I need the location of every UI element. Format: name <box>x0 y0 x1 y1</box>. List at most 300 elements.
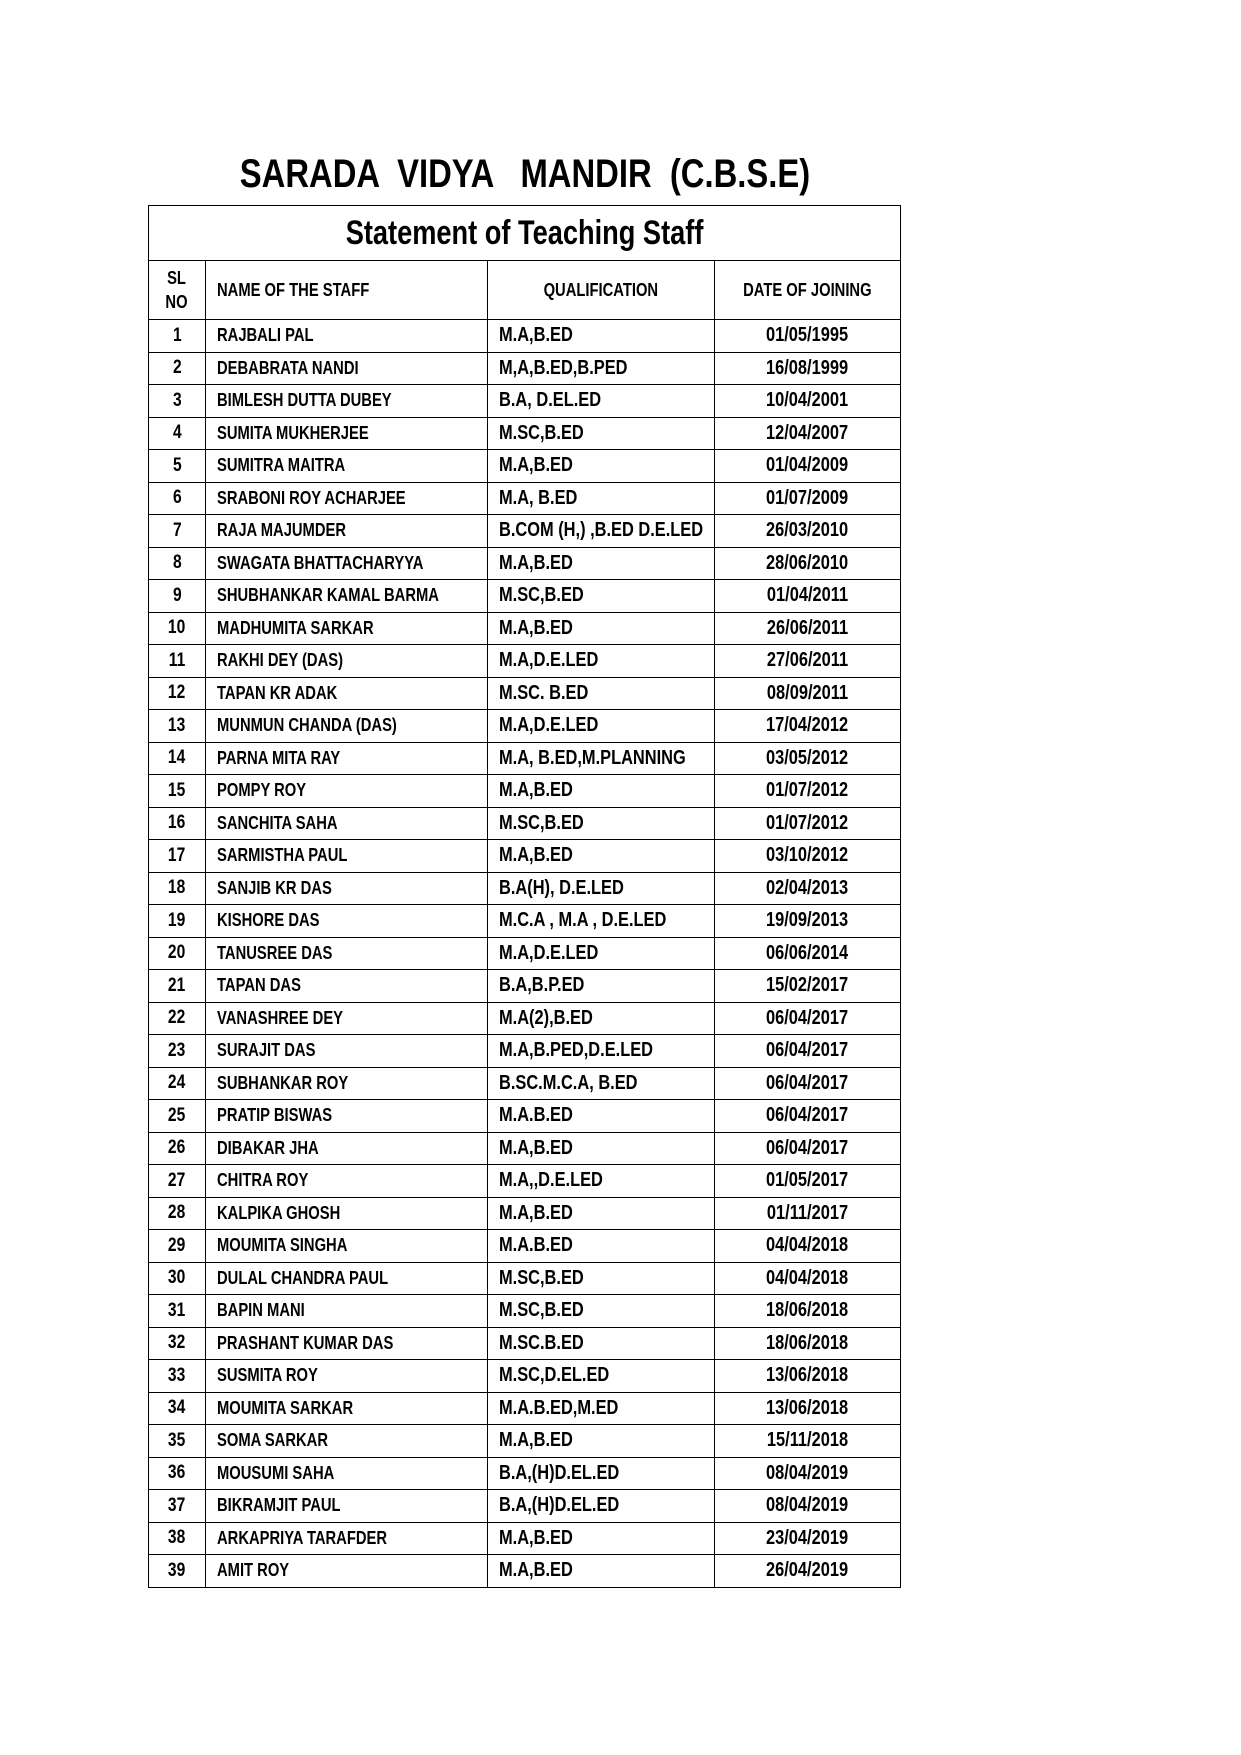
staff-name-cell-text: TANUSREE DAS <box>216 942 333 963</box>
table-row <box>149 1262 901 1295</box>
staff-name-cell <box>205 417 487 450</box>
date-of-joining-cell <box>714 515 900 548</box>
date-of-joining-cell <box>714 710 900 743</box>
table-row <box>149 970 901 1003</box>
qualification-cell-text: M.A, B.ED,M.PLANNING <box>499 746 686 769</box>
qualification-cell <box>488 385 715 418</box>
date-of-joining-cell <box>714 872 900 905</box>
date-of-joining-cell-text: 01/07/2012 <box>766 779 849 802</box>
staff-name-cell-text: MADHUMITA SARKAR <box>216 617 374 638</box>
table-row <box>149 1067 901 1100</box>
date-of-joining-cell <box>714 1067 900 1100</box>
staff-name-cell-text: BIKRAMJIT PAUL <box>216 1495 341 1516</box>
sl-cell-text: 16 <box>168 812 186 834</box>
staff-name-cell <box>205 807 487 840</box>
date-of-joining-cell-text: 06/06/2014 <box>766 941 849 964</box>
staff-name-cell-text: DULAL CHANDRA PAUL <box>216 1267 388 1288</box>
date-of-joining-cell <box>714 352 900 385</box>
sl-cell <box>149 320 206 353</box>
staff-name-cell <box>205 905 487 938</box>
date-of-joining-cell <box>714 807 900 840</box>
date-of-joining-cell <box>714 742 900 775</box>
date-of-joining-cell-text: 15/11/2018 <box>766 1429 848 1452</box>
qualification-cell <box>488 677 715 710</box>
staff-name-cell-text: MOUSUMI SAHA <box>216 1462 334 1483</box>
qualification-cell-text: M.A,B.ED <box>499 454 573 477</box>
date-of-joining-cell-text: 26/04/2019 <box>766 1559 849 1582</box>
qualification-cell-text: M.SC,B.ED <box>499 421 584 444</box>
staff-name-cell-text: SARMISTHA PAUL <box>216 845 348 866</box>
staff-name-cell-text: PRASHANT KUMAR DAS <box>216 1332 393 1353</box>
table-row <box>149 1100 901 1133</box>
staff-name-cell <box>205 1132 487 1165</box>
date-of-joining-cell-text: 01/11/2017 <box>766 1201 848 1224</box>
sl-cell-text: 32 <box>168 1332 186 1354</box>
sl-cell <box>149 1132 206 1165</box>
qualification-cell <box>488 450 715 483</box>
staff-name-cell <box>205 677 487 710</box>
sl-cell <box>149 1197 206 1230</box>
date-of-joining-cell-text: 17/04/2012 <box>766 714 849 737</box>
date-of-joining-cell-text: 26/03/2010 <box>766 519 849 542</box>
sl-cell <box>149 482 206 515</box>
staff-name-cell <box>205 1262 487 1295</box>
sl-cell-text: 13 <box>168 714 186 736</box>
date-of-joining-cell-text: 04/04/2018 <box>766 1234 849 1257</box>
table-row <box>149 385 901 418</box>
staff-name-cell <box>205 1457 487 1490</box>
staff-name-cell-text: MUNMUN CHANDA (DAS) <box>216 715 397 736</box>
qualification-cell-text: M.SC,D.EL.ED <box>499 1364 610 1387</box>
staff-name-cell-text: TAPAN DAS <box>216 975 301 996</box>
table-row <box>149 1327 901 1360</box>
table-row <box>149 775 901 808</box>
sl-cell <box>149 352 206 385</box>
date-of-joining-cell <box>714 1360 900 1393</box>
sl-cell-text: 14 <box>168 747 186 769</box>
sl-cell <box>149 742 206 775</box>
qualification-cell <box>488 1490 715 1523</box>
qualification-cell-text: M.A.B.ED,M.ED <box>499 1396 619 1419</box>
table-row <box>149 1555 901 1588</box>
qualification-cell-text: M.A,B.ED <box>499 1429 573 1452</box>
qualification-cell-text: M.A,D.E.LED <box>499 649 599 672</box>
sl-cell-text: 5 <box>172 454 182 476</box>
staff-name-cell <box>205 320 487 353</box>
staff-name-cell-text: KISHORE DAS <box>216 910 320 931</box>
staff-name-cell-text: DEBABRATA NANDI <box>216 357 359 378</box>
date-of-joining-cell-text: 01/04/2009 <box>766 454 849 477</box>
staff-name-cell <box>205 1490 487 1523</box>
qualification-cell-text: B.COM (H,) ,B.ED D.E.LED <box>499 519 704 542</box>
qualification-cell-text: M.SC,B.ED <box>499 1266 584 1289</box>
qualification-cell-text: M.A,B.ED <box>499 324 573 347</box>
table-row <box>149 417 901 450</box>
date-of-joining-cell <box>714 1262 900 1295</box>
staff-name-cell-text: BIMLESH DUTTA DUBEY <box>216 390 392 411</box>
sl-cell <box>149 1230 206 1263</box>
qualification-cell-text: M.SC,B.ED <box>499 584 584 607</box>
date-of-joining-cell <box>714 970 900 1003</box>
statement-title-row <box>149 206 901 261</box>
qualification-cell <box>488 482 715 515</box>
sl-cell <box>149 1392 206 1425</box>
qualification-cell <box>488 1067 715 1100</box>
staff-name-cell-text: SUMITRA MAITRA <box>216 455 345 476</box>
qualification-cell <box>488 1230 715 1263</box>
date-of-joining-cell <box>714 1197 900 1230</box>
staff-name-cell <box>205 710 487 743</box>
qualification-cell-text: M.A,B.ED <box>499 1136 573 1159</box>
sl-cell-text: 17 <box>168 844 186 866</box>
sl-cell-text: 31 <box>168 1299 186 1321</box>
qualification-cell-text: M.A,B.ED <box>499 1201 573 1224</box>
date-of-joining-cell-text: 08/09/2011 <box>766 681 848 704</box>
table-row <box>149 905 901 938</box>
sl-cell <box>149 385 206 418</box>
date-of-joining-cell <box>714 612 900 645</box>
date-of-joining-cell <box>714 775 900 808</box>
staff-name-cell <box>205 1165 487 1198</box>
staff-name-cell <box>205 547 487 580</box>
staff-name-cell-text: CHITRA ROY <box>216 1170 308 1191</box>
sl-cell <box>149 807 206 840</box>
table-row <box>149 1035 901 1068</box>
header-name <box>205 261 487 320</box>
sl-cell-text: 24 <box>168 1072 186 1094</box>
date-of-joining-cell-text: 01/07/2009 <box>766 486 849 509</box>
sl-cell-text: 9 <box>172 584 182 606</box>
sl-cell-text: 26 <box>168 1137 186 1159</box>
qualification-cell-text: B.A,(H)D.EL.ED <box>499 1461 620 1484</box>
table-row <box>149 1522 901 1555</box>
sl-cell-text: 30 <box>168 1267 186 1289</box>
date-of-joining-cell-text: 23/04/2019 <box>766 1526 849 1549</box>
staff-name-cell <box>205 1067 487 1100</box>
table-row <box>149 840 901 873</box>
staff-name-cell-text: SUBHANKAR ROY <box>216 1072 348 1093</box>
qualification-cell <box>488 1360 715 1393</box>
sl-cell-text: 4 <box>172 422 182 444</box>
sl-cell <box>149 1262 206 1295</box>
sl-cell-text: 27 <box>168 1169 186 1191</box>
staff-name-cell <box>205 970 487 1003</box>
header-row <box>149 261 901 320</box>
qualification-cell-text: M.SC,B.ED <box>499 811 584 834</box>
date-of-joining-cell <box>714 482 900 515</box>
sl-cell-text: 6 <box>172 487 182 509</box>
sl-cell <box>149 970 206 1003</box>
staff-name-cell-text: RAJBALI PAL <box>216 325 314 346</box>
table-row <box>149 677 901 710</box>
table-row <box>149 1165 901 1198</box>
qualification-cell <box>488 742 715 775</box>
staff-name-cell-text: SANCHITA SAHA <box>216 812 338 833</box>
date-of-joining-cell-text: 03/05/2012 <box>766 746 849 769</box>
qualification-cell-text: M.A,B.ED <box>499 779 573 802</box>
staff-name-cell <box>205 742 487 775</box>
table-row <box>149 645 901 678</box>
staff-name-cell <box>205 1360 487 1393</box>
qualification-cell-text: B.A(H), D.E.LED <box>499 876 624 899</box>
table-row <box>149 515 901 548</box>
sl-cell <box>149 645 206 678</box>
staff-name-cell <box>205 580 487 613</box>
qualification-cell <box>488 320 715 353</box>
date-of-joining-cell <box>714 1165 900 1198</box>
qualification-cell-text: M.A, B.ED <box>499 486 578 509</box>
date-of-joining-cell <box>714 905 900 938</box>
qualification-cell <box>488 612 715 645</box>
sl-cell-text: 22 <box>168 1007 186 1029</box>
school-name-title: SARADA VIDYA MANDIR (C.B.S.E) <box>239 152 811 196</box>
staff-name-cell-text: RAKHI DEY (DAS) <box>216 650 343 671</box>
qualification-cell-text: M.A,,D.E.LED <box>499 1169 603 1192</box>
qualification-cell <box>488 905 715 938</box>
date-of-joining-cell <box>714 1132 900 1165</box>
table-row <box>149 937 901 970</box>
date-of-joining-cell-text: 03/10/2012 <box>766 844 849 867</box>
staff-name-cell-text: PARNA MITA RAY <box>216 747 340 768</box>
staff-name-cell <box>205 612 487 645</box>
staff-name-cell <box>205 872 487 905</box>
sl-cell <box>149 1490 206 1523</box>
staff-name-cell <box>205 1197 487 1230</box>
header-sl-line1: SL <box>167 268 187 288</box>
sl-cell <box>149 1165 206 1198</box>
qualification-cell <box>488 807 715 840</box>
table-row <box>149 1360 901 1393</box>
date-of-joining-cell-text: 27/06/2011 <box>766 649 848 672</box>
staff-name-cell-text: MOUMITA SINGHA <box>216 1235 348 1256</box>
table-row <box>149 580 901 613</box>
date-of-joining-cell <box>714 677 900 710</box>
sl-cell <box>149 1360 206 1393</box>
date-of-joining-cell <box>714 1392 900 1425</box>
qualification-cell <box>488 710 715 743</box>
staff-name-cell-text: PRATIP BISWAS <box>216 1105 332 1126</box>
qualification-cell <box>488 1555 715 1588</box>
staff-name-cell-text: SHUBHANKAR KAMAL BARMA <box>216 585 439 606</box>
date-of-joining-cell-text: 12/04/2007 <box>766 421 849 444</box>
date-of-joining-cell-text: 08/04/2019 <box>766 1461 849 1484</box>
sl-cell-text: 10 <box>168 617 186 639</box>
table-row <box>149 1197 901 1230</box>
sl-cell-text: 8 <box>172 552 182 574</box>
sl-cell <box>149 677 206 710</box>
teaching-staff-table <box>148 205 901 1588</box>
table-row <box>149 1392 901 1425</box>
header-qualification <box>488 261 715 320</box>
staff-name-cell <box>205 515 487 548</box>
staff-name-cell <box>205 482 487 515</box>
staff-name-cell <box>205 385 487 418</box>
qualification-cell-text: B.SC.M.C.A, B.ED <box>499 1071 638 1094</box>
qualification-cell-text: M.A,D.E.LED <box>499 941 599 964</box>
qualification-cell <box>488 872 715 905</box>
table-row <box>149 1002 901 1035</box>
staff-name-cell <box>205 1002 487 1035</box>
sl-cell <box>149 1457 206 1490</box>
qualification-cell-text: M.A,B.ED <box>499 844 573 867</box>
date-of-joining-cell-text: 10/04/2001 <box>766 389 849 412</box>
sl-cell-text: 3 <box>172 389 182 411</box>
table-row <box>149 1230 901 1263</box>
sl-cell-text: 18 <box>168 877 186 899</box>
table-row <box>149 1457 901 1490</box>
date-of-joining-cell-text: 06/04/2017 <box>766 1039 849 1062</box>
sl-cell <box>149 515 206 548</box>
sl-cell-text: 36 <box>168 1462 186 1484</box>
qualification-cell <box>488 970 715 1003</box>
table-row <box>149 482 901 515</box>
qualification-cell <box>488 417 715 450</box>
qualification-cell <box>488 1327 715 1360</box>
date-of-joining-cell <box>714 1327 900 1360</box>
staff-name-cell-text: AMIT ROY <box>216 1560 289 1581</box>
sl-cell-text: 35 <box>168 1429 186 1451</box>
qualification-cell <box>488 1457 715 1490</box>
date-of-joining-cell-text: 19/09/2013 <box>766 909 849 932</box>
qualification-cell-text: M.A,D.E.LED <box>499 714 599 737</box>
date-of-joining-cell <box>714 1490 900 1523</box>
date-of-joining-cell-text: 16/08/1999 <box>766 356 849 379</box>
qualification-cell <box>488 580 715 613</box>
qualification-cell <box>488 1425 715 1458</box>
date-of-joining-cell <box>714 1100 900 1133</box>
sl-cell-text: 11 <box>168 649 186 671</box>
sl-cell-text: 21 <box>168 974 186 996</box>
date-of-joining-cell <box>714 1035 900 1068</box>
staff-name-cell <box>205 1327 487 1360</box>
date-of-joining-cell-text: 01/07/2012 <box>766 811 849 834</box>
sl-cell-text: 25 <box>168 1104 186 1126</box>
sl-cell <box>149 840 206 873</box>
staff-name-cell <box>205 645 487 678</box>
sl-cell-text: 12 <box>168 682 186 704</box>
date-of-joining-cell <box>714 1295 900 1328</box>
qualification-cell-text: M.A,B.ED <box>499 1559 573 1582</box>
date-of-joining-cell <box>714 645 900 678</box>
date-of-joining-cell <box>714 1522 900 1555</box>
qualification-cell <box>488 547 715 580</box>
qualification-cell <box>488 1100 715 1133</box>
qualification-cell <box>488 1262 715 1295</box>
table-row <box>149 450 901 483</box>
date-of-joining-cell-text: 28/06/2010 <box>766 551 849 574</box>
sl-cell-text: 34 <box>168 1397 186 1419</box>
date-of-joining-cell <box>714 1457 900 1490</box>
date-of-joining-cell <box>714 547 900 580</box>
header-qualification-label: QUALIFICATION <box>543 279 659 300</box>
sl-cell-text: 1 <box>172 324 182 346</box>
date-of-joining-cell <box>714 1555 900 1588</box>
sl-cell <box>149 1067 206 1100</box>
date-of-joining-cell <box>714 385 900 418</box>
qualification-cell <box>488 1197 715 1230</box>
staff-name-cell-text: TAPAN KR ADAK <box>216 682 337 703</box>
sl-cell <box>149 710 206 743</box>
date-of-joining-cell-text: 18/06/2018 <box>766 1331 849 1354</box>
date-of-joining-cell-text: 26/06/2011 <box>766 616 848 639</box>
qualification-cell <box>488 937 715 970</box>
staff-name-cell-text: KALPIKA GHOSH <box>216 1202 340 1223</box>
sl-cell-text: 19 <box>168 909 186 931</box>
table-row <box>149 872 901 905</box>
staff-name-cell-text: SOMA SARKAR <box>216 1430 328 1451</box>
table-row <box>149 1425 901 1458</box>
sl-cell-text: 7 <box>172 519 182 541</box>
qualification-cell <box>488 1132 715 1165</box>
qualification-cell-text: M.A.B.ED <box>499 1104 573 1127</box>
staff-name-cell-text: SURAJIT DAS <box>216 1040 316 1061</box>
sl-cell <box>149 1100 206 1133</box>
date-of-joining-cell-text: 02/04/2013 <box>766 876 849 899</box>
table-row <box>149 1490 901 1523</box>
qualification-cell-text: M.C.A , M.A , D.E.LED <box>499 909 667 932</box>
sl-cell <box>149 1425 206 1458</box>
sl-cell <box>149 937 206 970</box>
staff-name-cell <box>205 1035 487 1068</box>
date-of-joining-cell <box>714 417 900 450</box>
table-row <box>149 547 901 580</box>
qualification-cell-text: M.A.B.ED <box>499 1234 573 1257</box>
staff-name-cell-text: RAJA MAJUMDER <box>216 520 346 541</box>
sl-cell-text: 37 <box>168 1494 186 1516</box>
sl-cell <box>149 547 206 580</box>
qualification-cell <box>488 645 715 678</box>
qualification-cell-text: M.SC.B.ED <box>499 1331 584 1354</box>
date-of-joining-cell-text: 18/06/2018 <box>766 1299 849 1322</box>
date-of-joining-cell-text: 06/04/2017 <box>766 1071 849 1094</box>
staff-name-cell-text: SUSMITA ROY <box>216 1365 318 1386</box>
staff-name-cell <box>205 1295 487 1328</box>
staff-name-cell <box>205 840 487 873</box>
sl-cell <box>149 1295 206 1328</box>
sl-cell-text: 38 <box>168 1527 186 1549</box>
sl-cell <box>149 1327 206 1360</box>
staff-name-cell-text: DIBAKAR JHA <box>216 1137 319 1158</box>
sl-cell-text: 2 <box>172 357 182 379</box>
qualification-cell-text: M.A(2),B.ED <box>499 1006 593 1029</box>
staff-name-cell <box>205 775 487 808</box>
staff-name-cell <box>205 1425 487 1458</box>
qualification-cell <box>488 840 715 873</box>
staff-name-cell-text: POMPY ROY <box>216 780 306 801</box>
qualification-cell <box>488 352 715 385</box>
qualification-cell-text: M.SC,B.ED <box>499 1299 584 1322</box>
sl-cell <box>149 775 206 808</box>
qualification-cell <box>488 515 715 548</box>
sl-cell-text: 28 <box>168 1202 186 1224</box>
qualification-cell <box>488 1392 715 1425</box>
date-of-joining-cell-text: 15/02/2017 <box>766 974 849 997</box>
sl-cell <box>149 1522 206 1555</box>
date-of-joining-cell <box>714 1425 900 1458</box>
staff-name-cell-text: SANJIB KR DAS <box>216 877 332 898</box>
date-of-joining-cell <box>714 1002 900 1035</box>
header-date-label: DATE OF JOINING <box>743 279 872 300</box>
sl-cell-text: 29 <box>168 1234 186 1256</box>
table-row <box>149 742 901 775</box>
date-of-joining-cell-text: 06/04/2017 <box>766 1136 849 1159</box>
sl-cell <box>149 580 206 613</box>
header-date-of-joining <box>714 261 900 320</box>
statement-title: Statement of Teaching Staff <box>345 213 704 252</box>
sl-cell <box>149 1002 206 1035</box>
staff-name-cell <box>205 1100 487 1133</box>
date-of-joining-cell <box>714 1230 900 1263</box>
